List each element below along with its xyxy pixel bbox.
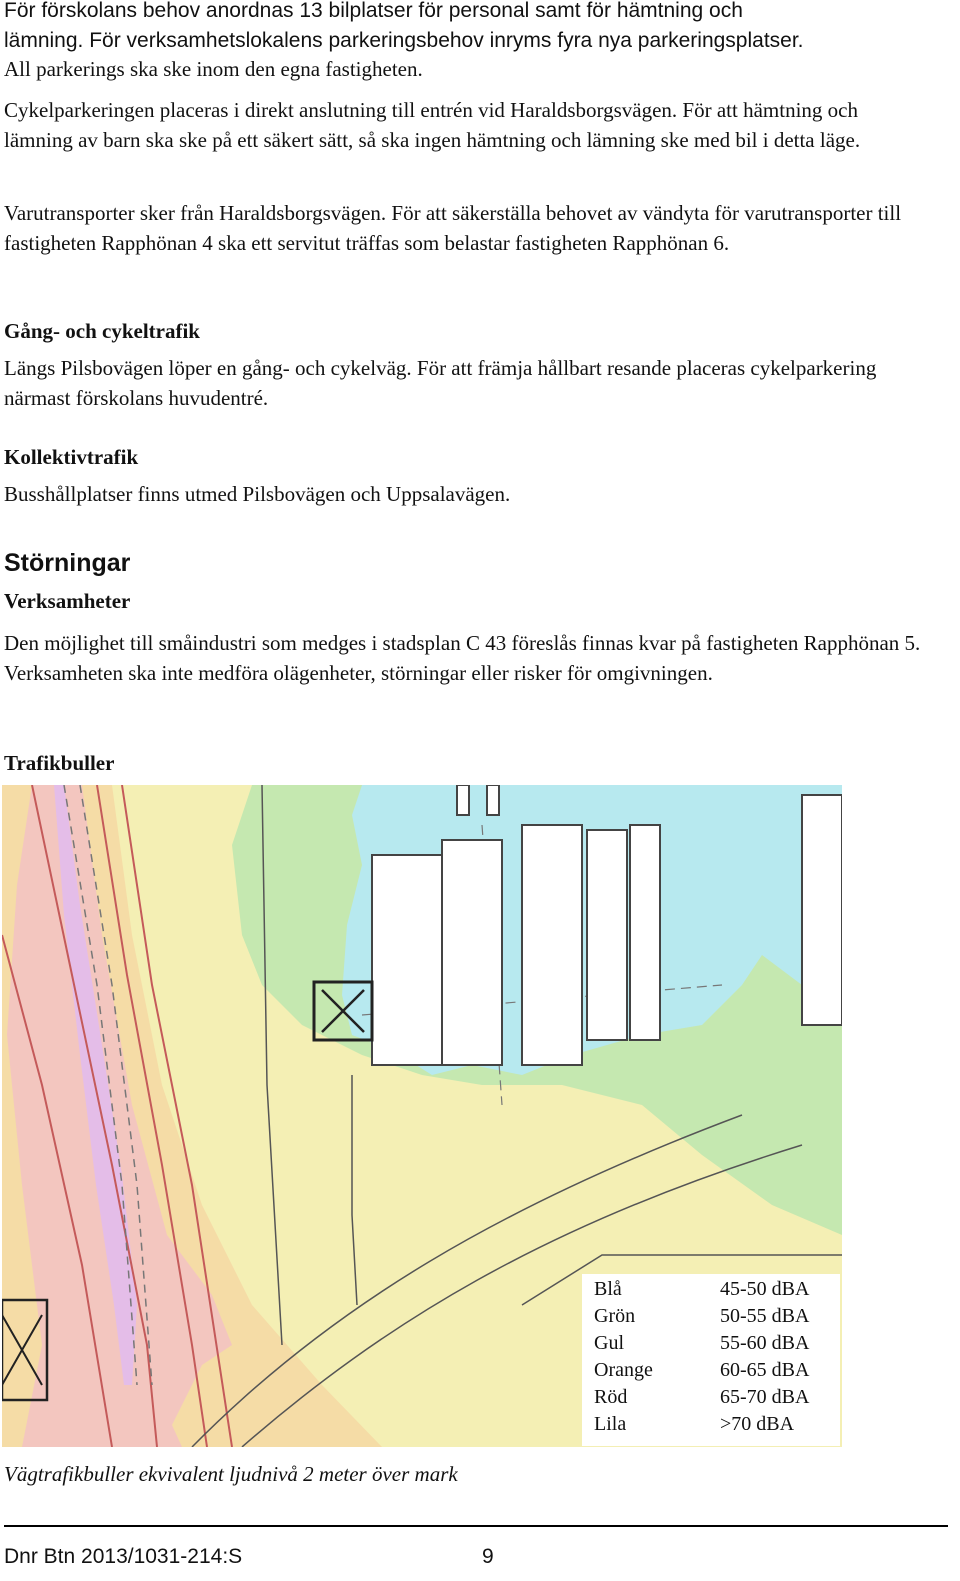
heading-businesses: Verksamheter [4, 589, 131, 613]
building-7 [457, 785, 469, 815]
paragraph-businesses: Den möjlighet till småindustri som medges i stadsplan C 43 föreslås finnas kvar på fastigheten Rapphönan 5. Verksamheten ska inte medföra olägenheter, störningar eller risker för omgivningen. [4, 631, 921, 685]
building-8 [487, 785, 499, 815]
footer-rule [4, 1525, 948, 1527]
heading-walking-cycling: Gång- och cykeltrafik [4, 319, 200, 343]
legend-value-orange: 60-65 dBA [720, 1359, 810, 1381]
legend-value-red: 65-70 dBA [720, 1386, 810, 1408]
legend-name-yellow: Gul [594, 1332, 624, 1354]
footer-reference: Dnr Btn 2013/1031-214:S [4, 1545, 243, 1568]
paragraph-parking-line-2: lämning. För verksamhetslokalens parkeringsbehov inryms fyra nya parkeringsplatser. [4, 28, 804, 52]
legend-value-yellow: 55-60 dBA [720, 1332, 810, 1354]
noise-legend [582, 1274, 840, 1446]
footer-page-number: 9 [482, 1545, 494, 1568]
building-1 [372, 855, 442, 1065]
paragraph-parking-line-3: All parkerings ska ske inom den egna fastigheten. [4, 57, 423, 81]
paragraph-bicycle-parking: Cykelparkeringen placeras i direkt anslutning till entrén vid Haraldsborgsvägen. För att hämtning och lämning av barn ska ske på ett säkert sätt, så ska ingen hämtning och lämning ske med bil i detta läge. [4, 98, 861, 152]
legend-name-orange: Orange [594, 1359, 653, 1381]
paragraph-parking-line-1: För förskolans behov anordnas 13 bilplatser för personal samt för hämtning och [4, 0, 743, 22]
legend-name-green: Grön [594, 1305, 636, 1327]
paragraph-parking [4, 0, 924, 55]
legend-row-orange [594, 1357, 834, 1384]
legend-name-purple: Lila [594, 1413, 627, 1435]
paragraph-public-transport: Busshållplatser finns utmed Pilsbovägen och Uppsalavägen. [4, 482, 511, 506]
building-6 [802, 795, 842, 1025]
legend-row-red [594, 1384, 834, 1411]
building-5 [630, 825, 660, 1040]
heading-public-transport: Kollektivtrafik [4, 445, 139, 469]
heading-disturbances: Störningar [4, 549, 131, 577]
legend-name-blue: Blå [594, 1278, 622, 1300]
legend-row-purple [594, 1411, 834, 1438]
building-2 [442, 840, 502, 1065]
legend-value-purple: >70 dBA [720, 1413, 795, 1435]
paragraph-deliveries: Varutransporter sker från Haraldsborgsvägen. För att säkerställa behovet av vändyta för varutransporter till fastigheten Rapphönan 4 ska ett servitut träffas som belastar fastigheten Rapphönan 6. [4, 201, 902, 255]
building-3 [522, 825, 582, 1065]
heading-traffic-noise: Trafikbuller [4, 751, 115, 775]
legend-value-blue: 45-50 dBA [720, 1278, 810, 1300]
map-caption: Vägtrafikbuller ekvivalent ljudnivå 2 meter över mark [4, 1462, 458, 1486]
paragraph-walking-cycling: Längs Pilsbovägen löper en gång- och cykelväg. För att främja hållbart resande placeras cykelparkering närmast förskolans huvudentré. [4, 356, 877, 410]
legend-row-blue [594, 1276, 834, 1303]
building-4 [587, 830, 627, 1040]
legend-row-yellow [594, 1330, 834, 1357]
legend-value-green: 50-55 dBA [720, 1305, 810, 1327]
legend-name-red: Röd [594, 1386, 628, 1408]
legend-row-green [594, 1303, 834, 1330]
